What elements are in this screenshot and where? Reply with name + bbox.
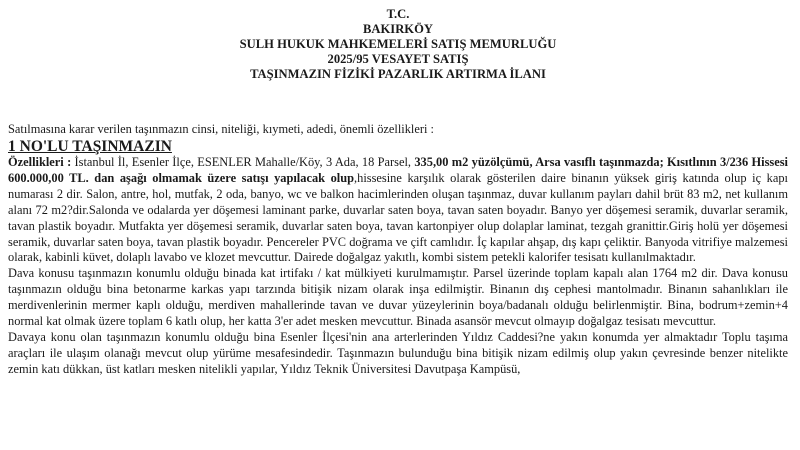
features-label: Özellikleri : <box>8 155 72 169</box>
location-paragraph: Davaya konu olan taşınmazın konumlu olduğu bina Esenler İlçesi'nin ana arterlerinden Yıldız Caddesi?ne yakın konumda yer almaktadır Toplu taşıma araçları ile ulaşım olanağı mevcut olup yürüme mesafesindedir. Taşınmazın bulunduğu bina bitişik nizam edilmiş olup yakın çevresinde benzer nitelikte zemin katı dükkan, üst katları mesken nitelikli yapılar, Yıldız Teknik Üniversitesi Davutpaşa Kampüsü, <box>8 329 788 376</box>
header-case-number: 2025/95 VESAYET SATIŞ <box>327 52 469 66</box>
header-announcement-title: TAŞINMAZIN FİZİKİ PAZARLIK ARTIRMA İLANI <box>250 67 546 81</box>
header-tc: T.C. <box>386 7 410 21</box>
document-header <box>8 0 788 82</box>
header-court-location: BAKIRKÖY <box>363 22 433 36</box>
intro-text: Satılmasına karar verilen taşınmazın cinsi, niteliği, kıymeti, adedi, önemli özellikleri : <box>8 122 434 136</box>
building-paragraph: Dava konusu taşınmazın konumlu olduğu binada kat irtifakı / kat mülkiyeti kurulmamıştır. Parsel üzerinde toplam kapalı alan 1764 m2 dir. Dava konusu taşınmazın olduğu bina betonarme karkas yapı tarzında bitişik nizam olarak inşa edilmiştir. Binanın dış cephesi mantolmadır. Binanın sahanlıkları ile merdivenlerinin mermer kaplı olduğu, merdiven mahallerinde tavan ve duvar yüzeylerinin boya/badanalı olduğu belirlenmiştir. Bina, bodrum+zemin+4 normal kat olmak üzere toplam 6 katlı olup, her katta 3'er adet mesken mevcuttur. Binada asansör mevcut olmayıp doğalgaz tesisatı mevcuttur. <box>8 266 788 329</box>
document-page <box>8 0 788 378</box>
features-paragraph <box>8 155 788 266</box>
features-description: ,hissesine karşılık olarak gösterilen daire binanın yüksek giriş katında olup iç kapı numarası 2 dir. Salon, antre, hol, mutfak, 2 oda, banyo, wc ve balkon hacimlerinden oluşan taşınmaz, duvar kullanım payları dahil brüt 83 m2, net kullanım alanı 72 m2?dir.Salonda ve odalarda yer döşemesi laminant parke, duvarlar saten boya, tavan saten boyadır. Banyo yer döşemesi seramik, duvarlar seramik, tavan plastik boyadır. Mutfakta yer döşemesi seramik, duvarlar saten boya, tavan kartonpiyer olup dolaplar laminat, tezgah granittir.Giriş holü yer döşemesi seramik, duvarlar saten boya, tavan plastik boyadır. Pencereler PVC doğrama ve çift camlıdır. İç kapılar ahşap, dış kapı çeliktir. Banyoda vitrifiye malzemesi olarak, kabinli küvet, dolaplı lavabo ve klozet mevcuttur. Dairede doğalgaz yakıtlı, kombi sistem petekli kalorifer tesisatı kullanılmaktadır. <box>8 170 788 265</box>
features-location: İstanbul İl, Esenler İlçe, ESENLER Mahalle/Köy, 3 Ada, 18 Parsel, <box>71 155 415 169</box>
section-title: 1 NO'LU TAŞINMAZIN <box>8 138 172 155</box>
features-sale-terms: 335,00 m2 yüzölçümü, Arsa vasıflı taşınmazda; Kısıtlının 3/236 Hissesi 600.000,00 TL. dan aşağı olmamak üzere satışı yapılacak olup <box>8 155 788 185</box>
header-court-office: SULH HUKUK MAHKEMELERİ SATIŞ MEMURLUĞU <box>239 37 557 51</box>
